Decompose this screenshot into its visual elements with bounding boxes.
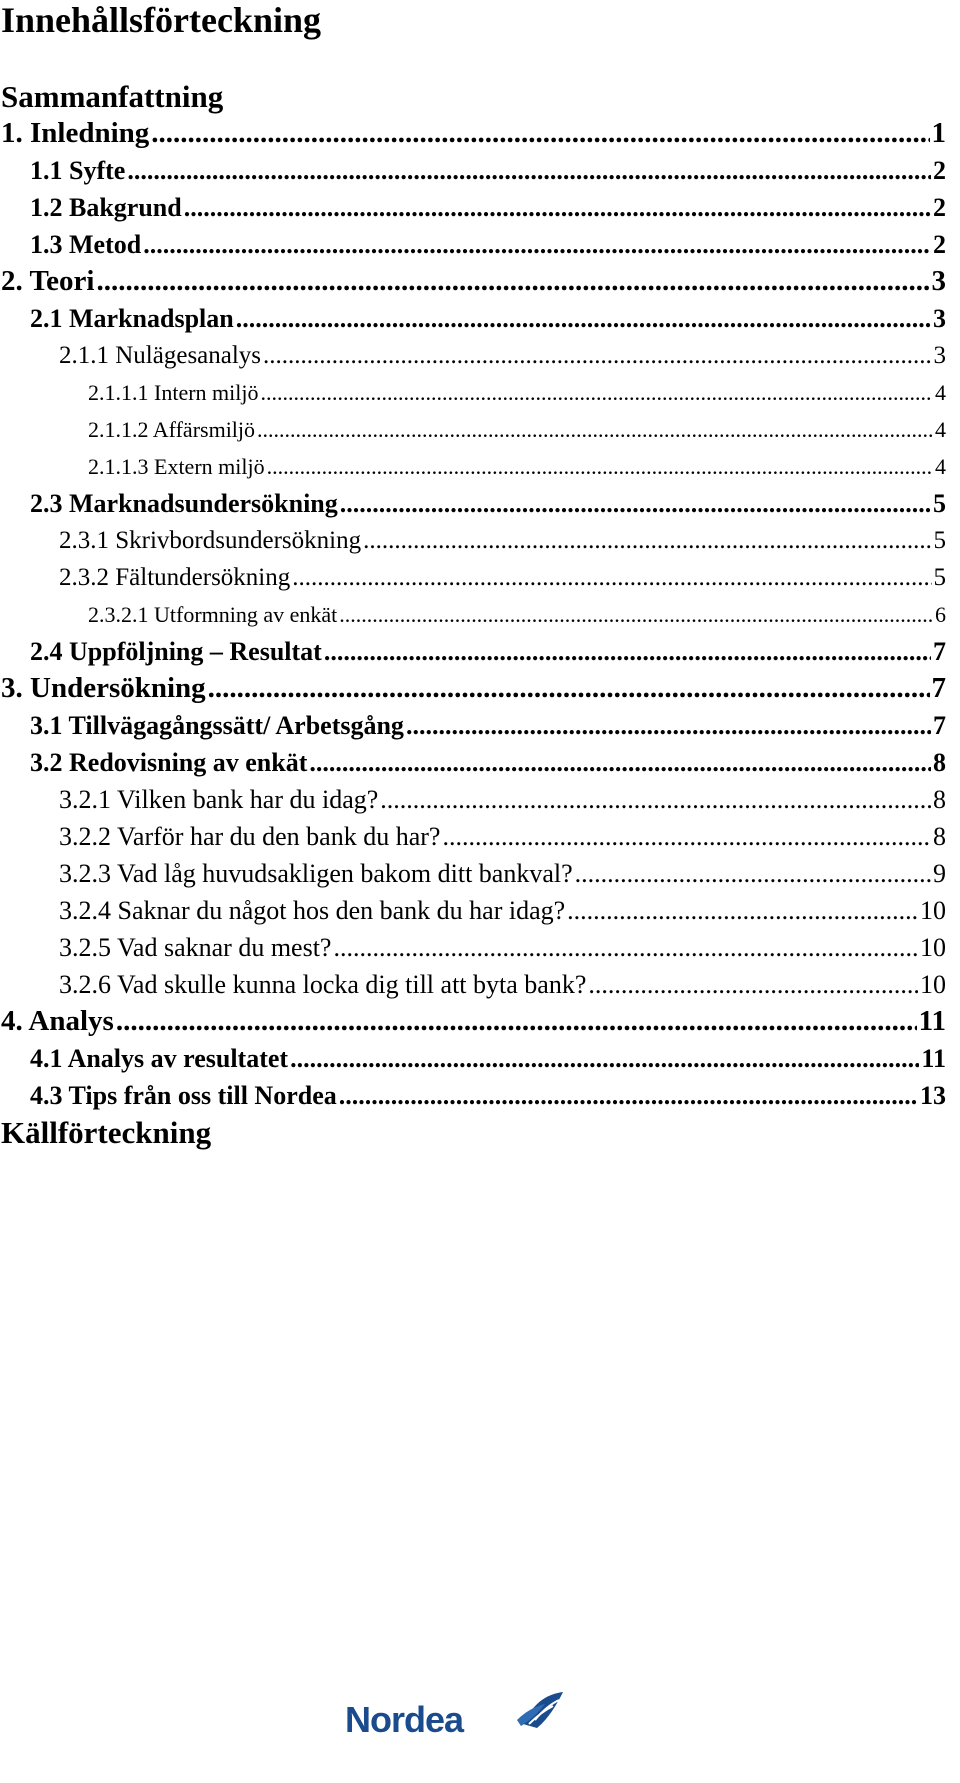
toc-entry[interactable] (0, 707, 960, 744)
toc-entry[interactable] (0, 670, 960, 707)
toc-entry-label: Sammanfattning (1, 79, 224, 114)
toc-dot-leader (567, 892, 918, 929)
toc-entry-page: 3 (933, 342, 946, 369)
toc-entry[interactable] (0, 781, 960, 818)
toc-dot-leader (339, 1077, 918, 1114)
page-title: Innehållsförteckning (1, 0, 322, 40)
toc-entry-label: 3.2.6 Vad skulle kunna locka dig till att byta bank? (59, 970, 587, 999)
toc-entry[interactable] (0, 596, 960, 633)
toc-dot-leader (184, 189, 931, 226)
toc-entry[interactable] (0, 226, 960, 263)
toc-dot-leader (143, 226, 931, 263)
toc-entry-label: 4.1 Analys av resultatet (30, 1044, 289, 1073)
toc-entry-label: 3.2.2 Varför har du den bank du har? (59, 822, 441, 851)
toc-entry[interactable] (0, 522, 960, 559)
toc-dot-leader (442, 818, 931, 855)
toc-entry-label: 2.3.2.1 Utformning av enkät (88, 602, 338, 627)
toc-entry[interactable] (0, 1040, 960, 1077)
toc-entry-page: 4 (935, 380, 946, 405)
toc-entry-label: 1.1 Syfte (30, 156, 126, 185)
toc-dot-leader (96, 263, 929, 300)
toc-entry-label: 2.1.1.2 Affärsmiljö (88, 417, 256, 442)
toc-dot-leader (380, 781, 931, 818)
toc-entry-page: 11 (921, 1044, 946, 1073)
toc-dot-leader (263, 337, 931, 374)
toc-dot-leader (208, 670, 930, 707)
toc-entry-label: 2.4 Uppföljning – Resultat (30, 637, 322, 666)
toc-entry[interactable] (0, 448, 960, 485)
toc-entry[interactable] (0, 892, 960, 929)
toc-dot-leader (257, 411, 933, 448)
toc-entry-page: 3 (933, 304, 946, 333)
toc-entry-label: 3.2.3 Vad låg huvudsakligen bakom ditt bankval? (59, 859, 573, 888)
toc-entry-page: 4 (935, 417, 946, 442)
toc-entry[interactable] (0, 78, 960, 115)
toc-entry[interactable] (0, 559, 960, 596)
toc-entry[interactable] (0, 855, 960, 892)
toc-entry-page: 10 (920, 933, 946, 962)
toc-entry-label: 2.3.1 Skrivbordsundersökning (59, 527, 362, 554)
toc-dot-leader (324, 633, 931, 670)
nordea-sail-icon (515, 1690, 565, 1734)
toc-dot-leader (575, 855, 931, 892)
toc-entry-page: 10 (920, 970, 946, 999)
toc-dot-leader (333, 929, 918, 966)
toc-entry-page: 9 (933, 859, 946, 888)
toc-entry[interactable] (0, 189, 960, 226)
toc-entry-label: 3. Undersökning (1, 672, 206, 704)
toc-entry-label: 1.2 Bakgrund (30, 193, 182, 222)
toc-entry-page: 3 (931, 265, 946, 297)
toc-dot-leader (406, 707, 931, 744)
toc-entry[interactable] (0, 744, 960, 781)
toc-entry-label: 4.3 Tips från oss till Nordea (30, 1081, 337, 1110)
toc-entry[interactable] (0, 411, 960, 448)
toc-entry-label: 3.2 Redovisning av enkät (30, 748, 308, 777)
toc-entry-page: 7 (933, 637, 946, 666)
toc-entry-page: 5 (933, 564, 946, 591)
toc-dot-leader (151, 115, 929, 152)
toc-entry-page: 5 (933, 489, 946, 518)
toc-dot-leader (339, 596, 933, 633)
toc-entry-page: 4 (935, 454, 946, 479)
toc-entry[interactable] (0, 115, 960, 152)
toc-dot-leader (363, 522, 931, 559)
toc-dot-leader (116, 1003, 917, 1040)
toc-entry[interactable] (0, 929, 960, 966)
toc-entry[interactable] (0, 1114, 960, 1151)
toc-entry-page: 7 (933, 711, 946, 740)
toc-entry-label: 1.3 Metod (30, 230, 142, 259)
toc-entry-label: 2.1.1.3 Extern miljö (88, 454, 265, 479)
toc-entry-page: 6 (935, 602, 946, 627)
toc-entry[interactable] (0, 485, 960, 522)
toc-entry[interactable] (0, 1077, 960, 1114)
toc-entry-label: 3.1 Tillvägagångssätt/ Arbetsgång (30, 711, 404, 740)
toc-entry-label: Källförteckning (1, 1115, 212, 1150)
toc-entry-page: 13 (920, 1081, 946, 1110)
table-of-contents (0, 78, 960, 1151)
toc-entry-label: 2. Teori (1, 265, 95, 297)
toc-entry-page: 1 (931, 117, 946, 149)
toc-dot-leader (309, 744, 931, 781)
toc-entry-page: 10 (920, 896, 946, 925)
toc-entry-label: 4. Analys (1, 1005, 114, 1037)
toc-entry[interactable] (0, 818, 960, 855)
toc-entry-label: 2.1 Marknadsplan (30, 304, 234, 333)
toc-entry-label: 3.2.5 Vad saknar du mest? (59, 933, 332, 962)
toc-entry-label: 2.1.1.1 Intern miljö (88, 380, 259, 405)
toc-dot-leader (127, 152, 931, 189)
toc-entry-page: 8 (933, 822, 946, 851)
toc-entry-label: 2.1.1 Nulägesanalys (59, 342, 262, 369)
toc-dot-leader (267, 448, 933, 485)
toc-entry-page: 8 (933, 748, 946, 777)
logo-wordmark: Nordea (345, 1699, 464, 1740)
toc-entry-page: 2 (933, 193, 946, 222)
toc-entry-page: 2 (933, 230, 946, 259)
toc-entry-page: 7 (931, 672, 946, 704)
toc-entry[interactable] (0, 152, 960, 189)
toc-dot-leader (236, 300, 931, 337)
toc-dot-leader (292, 559, 931, 596)
toc-entry[interactable] (0, 374, 960, 411)
toc-entry-page: 5 (933, 527, 946, 554)
toc-entry-page: 8 (933, 785, 946, 814)
toc-entry-label: 2.3 Marknadsundersökning (30, 489, 338, 518)
toc-entry-label: 1. Inledning (1, 117, 150, 149)
toc-dot-leader (588, 966, 918, 1003)
toc-entry-page: 11 (918, 1005, 946, 1037)
toc-entry[interactable] (0, 263, 960, 300)
toc-entry[interactable] (0, 300, 960, 337)
toc-entry-page: 2 (933, 156, 946, 185)
toc-entry[interactable] (0, 1003, 960, 1040)
toc-entry[interactable] (0, 633, 960, 670)
toc-dot-leader (290, 1040, 919, 1077)
toc-entry[interactable] (0, 966, 960, 1003)
toc-entry[interactable] (0, 337, 960, 374)
toc-dot-leader (340, 485, 931, 522)
toc-entry-label: 2.3.2 Fältundersökning (59, 564, 291, 591)
toc-dot-leader (260, 374, 933, 411)
nordea-logo (345, 1690, 565, 1750)
toc-entry-label: 3.2.4 Saknar du något hos den bank du har idag? (59, 896, 566, 925)
toc-entry-label: 3.2.1 Vilken bank har du idag? (59, 785, 379, 814)
